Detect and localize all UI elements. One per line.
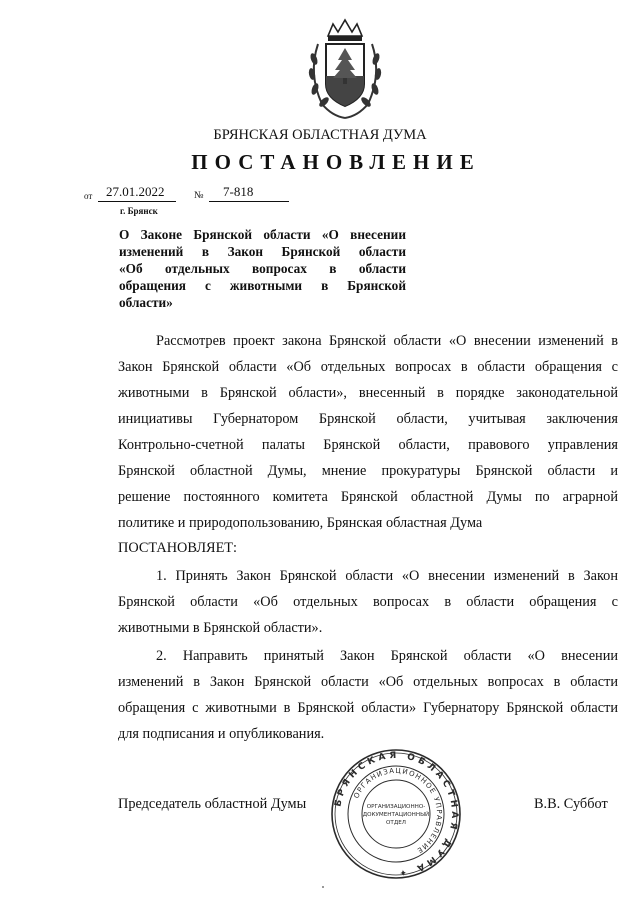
paragraph-line: животными в Брянской области». xyxy=(118,620,323,636)
paragraph-line: для подписания и опубликования. xyxy=(118,726,325,742)
svg-text:ОТДЕЛ: ОТДЕЛ xyxy=(386,820,406,826)
resolution-item-1 xyxy=(118,563,618,641)
paragraph-line: инициативы Губернатором Брянской области, учитывая заключения xyxy=(118,411,618,427)
signatory-position: Председатель областной Думы xyxy=(118,796,307,812)
resolution-item-2 xyxy=(118,643,618,747)
document-type: ПОСТАНОВЛЕНИЕ xyxy=(191,150,481,174)
date-number-row xyxy=(84,184,384,204)
title-line: «Об отдельных вопросах в области xyxy=(119,261,406,276)
paragraph-line: обращения с животными в Брянской области» Губернатору Брянской области xyxy=(118,700,618,716)
document-number: 7-818 xyxy=(209,184,289,202)
paragraph-line: Брянской областной Думы, мнение прокуратуры Брянской области и xyxy=(118,463,618,479)
city: г. Брянск xyxy=(120,206,158,216)
signatory-name: В.В. Суббот xyxy=(534,796,608,812)
paragraph-line: решение постоянного комитета Брянской областной Думы по аграрной xyxy=(118,489,618,505)
document-title xyxy=(119,226,406,311)
resolves-heading: ПОСТАНОВЛЯЕТ: xyxy=(118,540,238,556)
organization-name: БРЯНСКАЯ ОБЛАСТНАЯ ДУМА xyxy=(213,127,427,143)
coat-of-arms-icon xyxy=(300,14,390,124)
scan-speck xyxy=(322,886,324,888)
svg-text:ДОКУМЕНТАЦИОННЫЙ: ДОКУМЕНТАЦИОННЫЙ xyxy=(362,812,430,818)
paragraph-line: 2. Направить принятый Закон Брянской области «О внесении xyxy=(156,648,618,664)
paragraph-line: политике и природопользованию, Брянская областная Дума xyxy=(118,515,483,531)
title-line: О Законе Брянской области «О внесении xyxy=(119,227,406,242)
preamble-paragraph xyxy=(118,328,618,536)
paragraph-line: Контрольно-счетной палаты Брянской области, правового управления xyxy=(118,437,618,453)
svg-text:ОРГАНИЗАЦИОННО-: ОРГАНИЗАЦИОННО- xyxy=(366,804,426,810)
paragraph-line: Закон Брянской области «Об отдельных вопросах в области обращения с xyxy=(118,359,618,375)
paragraph-line: изменений в Закон Брянской области «Об отдельных вопросах в области xyxy=(118,674,618,690)
title-line: обращения с животными в Брянской xyxy=(119,278,406,293)
paragraph-line: Рассмотрев проект закона Брянской области «О внесении изменений в xyxy=(156,333,618,349)
title-line: изменений в Закон Брянской области xyxy=(119,244,406,259)
paragraph-line: Брянской области «Об отдельных вопросах в области обращения с xyxy=(118,594,618,610)
paragraph-line: животными в Брянской области», внесенный в порядке законодательной xyxy=(118,385,618,401)
svg-text:ОРГАНИЗАЦИОННОЕ УПРАВЛЕНИЕ: ОРГАНИЗАЦИОННОЕ УПРАВЛЕНИЕ xyxy=(352,766,444,855)
number-prefix: № xyxy=(194,190,204,201)
official-seal-icon xyxy=(330,748,462,880)
title-line: области» xyxy=(119,295,173,310)
date-prefix: от xyxy=(84,191,93,201)
paragraph-line: 1. Принять Закон Брянской области «О внесении изменений в Закон xyxy=(156,568,618,584)
svg-text:БРЯНСКАЯ ОБЛАСТНАЯ ДУМА ✦: БРЯНСКАЯ ОБЛАСТНАЯ ДУМА ✦ xyxy=(333,750,460,878)
document-date: 27.01.2022 xyxy=(98,184,176,202)
